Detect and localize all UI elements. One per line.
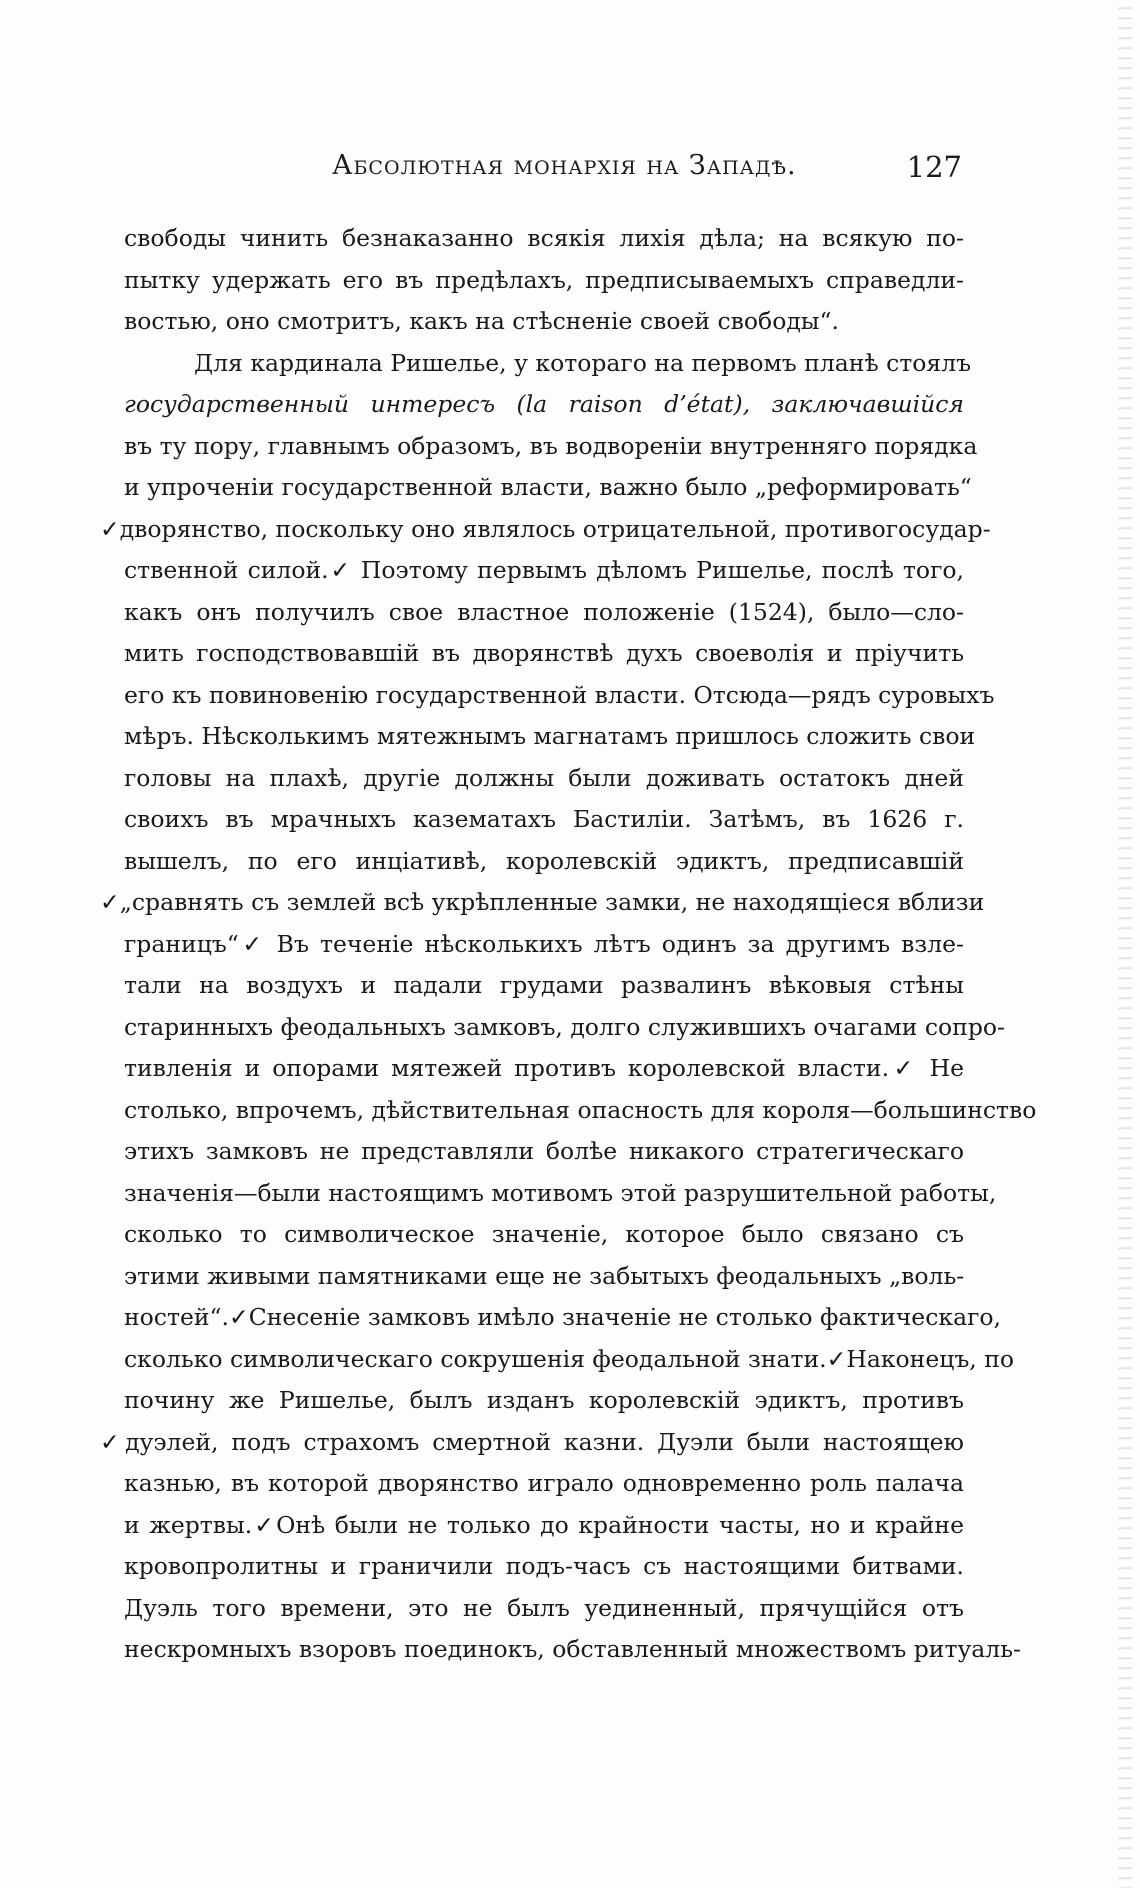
text-line: вышелъ, по его инціативѣ, королевскій эдиктъ, предписавшій (124, 846, 964, 875)
text-line: тали на воздухъ и падали грудами развалинъ вѣковыя стѣны (124, 971, 964, 999)
text-line: Для кардинала Ришелье, у котораго на первомъ планѣ стоялъ (194, 348, 972, 377)
text-line: этими живыми памятниками еще не забытыхъ феодальныхъ „воль- (124, 1261, 965, 1290)
text-line: этихъ замковъ не представляли болѣе никакого стратегическаго (124, 1137, 964, 1165)
page-edge-scan-artifact (1118, 0, 1132, 1888)
text-line: старинныхъ феодальныхъ замковъ, долго служившихъ очагами сопро- (124, 1012, 1005, 1041)
text-line: кровопролитны и граничили подъ-часъ съ настоящими битвами. (124, 1552, 964, 1580)
text-line: нескромныхъ взоровъ поединокъ, обставленный множествомъ ритуаль- (124, 1635, 1021, 1663)
text-line: значенія—были настоящимъ мотивомъ этой разрушительной работы, (124, 1178, 997, 1207)
text-line: его къ повиновенію государственной власти. Отсюда—рядъ суровыхъ (124, 680, 995, 709)
text-line: ✓дворянство, поскольку оно являлось отрицательной, противогосудар- (100, 514, 991, 543)
text-line: сколько символическаго сокрушенія феодальной знати.✓Наконецъ, по (124, 1344, 1015, 1373)
text-line: ственной силой.✓ Поэтому первымъ дѣломъ Ришелье, послѣ того, (124, 556, 964, 584)
text-line: мить господствовавшій въ дворянствѣ духъ своеволія и пріучить (124, 639, 964, 667)
text-line: пытку удержать его въ предѣлахъ, предписываемыхъ справедли- (124, 265, 964, 294)
text-line: сколько то символическое значеніе, которое было связано съ (124, 1220, 964, 1248)
text-line: какъ онъ получилъ свое властное положеніе (1524), было—сло- (124, 597, 964, 626)
text-line: тивленія и опорами мятежей противъ королевской власти.✓ Не (124, 1054, 964, 1082)
text-line: почину же Ришелье, былъ изданъ королевскій эдиктъ, противъ (124, 1386, 964, 1414)
text-line: мѣръ. Нѣсколькимъ мятежнымъ магнатамъ пришлось сложить свои (124, 722, 976, 750)
text-line: и упроченіи государственной власти, важно было „реформировать“ (124, 473, 972, 501)
text-line: ✓„сравнять съ землей всѣ укрѣпленные замки, не находящіеся вблизи (100, 888, 985, 916)
text-line: головы на плахѣ, другіе должны были доживать остатокъ дней (124, 763, 964, 792)
text-line: ✓дуэлей, подъ страхомъ смертной казни. Дуэли были настоящею (100, 1427, 964, 1456)
text-line: своихъ въ мрачныхъ казематахъ Бастиліи. Затѣмъ, въ 1626 г. (124, 805, 964, 833)
body-text (100, 218, 1037, 1671)
page-number: 127 (906, 150, 962, 184)
running-title: Абсолютная монархія на Западѣ. (332, 150, 797, 181)
text-line: свободы чинить безнаказанно всякія лихія дѣла; на всякую по- (124, 224, 964, 252)
text-line: ностей“.✓Снесеніе замковъ имѣло значеніе не столько фактическаго, (124, 1303, 1002, 1331)
text-line: столько, впрочемъ, дѣйствительная опасность для короля—большинство (124, 1095, 1037, 1124)
text-line: Дуэль того времени, это не былъ уединенный, прячущійся отъ (124, 1593, 964, 1622)
page-header (122, 150, 962, 190)
text-line: границъ“✓ Въ теченіе нѣсколькихъ лѣтъ одинъ за другимъ взле- (124, 929, 964, 958)
text-line: и жертвы.✓Онѣ были не только до крайности часты, но и крайне (124, 1510, 964, 1539)
text-line: казнью, въ которой дворянство играло одновременно роль палача (124, 1469, 964, 1497)
text-line: въ ту пору, главнымъ образомъ, въ водвореніи внутренняго порядка (124, 431, 978, 460)
text-line: востью, оно смотритъ, какъ на стѣсненіе своей свободы“. (124, 307, 839, 335)
text-line: государственный интересъ (la raison d’état), заключавшійся (124, 390, 964, 418)
